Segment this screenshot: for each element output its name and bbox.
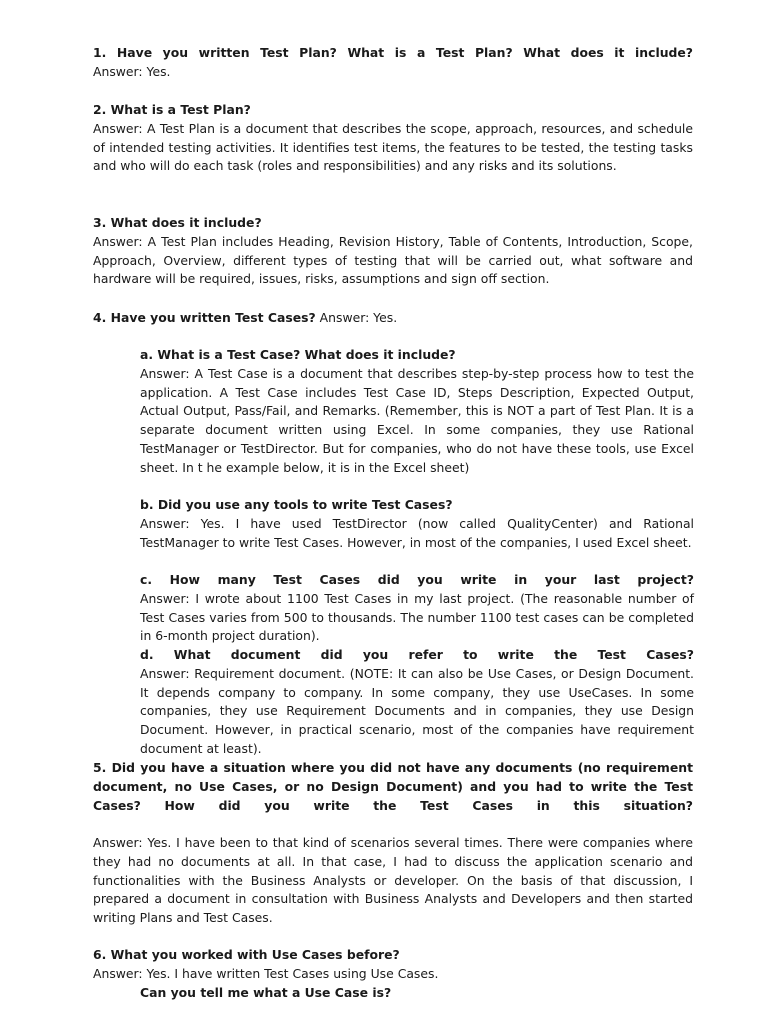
qa-block-4	[93, 309, 693, 328]
qa-block-6-followup	[140, 984, 694, 1003]
answer-2: Answer: A Test Plan is a document that describes the scope, approach, resources, and schedule of intended testing activities. It identifies test items, the features to be tested, the testing tasks and who will do each task (roles and responsibilities) and any risks and its solutions.	[93, 120, 693, 174]
qa-block-4d	[140, 646, 694, 759]
answer-block-5	[93, 834, 693, 928]
question-1: 1. Have you written Test Plan? What is a Test Plan? What does it include?	[93, 45, 693, 60]
qa-block-1	[93, 44, 693, 82]
answer-3: Answer: A Test Plan includes Heading, Revision History, Table of Contents, Introduction, Scope, Approach, Overview, different types of testing that will be carried out, what software and hardware will be required, issues, risks, assumptions and sign off section.	[93, 233, 693, 287]
answer-5: Answer: Yes. I have been to that kind of scenarios several times. There were companies where they had no documents at all. In that case, I had to discuss the application scenario and functionalities with the Business Analysts or developer. On the basis of that discussion, I prepared a document in consultation with Business Analysts and Developers and then started writing Plans and Test Cases.	[93, 835, 693, 926]
qa-block-4b	[140, 496, 694, 552]
qa-block-6	[93, 946, 693, 984]
question-5: 5. Did you have a situation where you did not have any documents (no requirement document, no Use Cases, or no Design Document) and you had to write the Test Cases? How did you write the Test Cases in this situation?	[93, 760, 693, 813]
qa-block-2	[93, 101, 693, 176]
qa-block-5	[93, 759, 693, 815]
answer-1: Answer: Yes.	[93, 63, 171, 79]
question-4a: a. What is a Test Case? What does it include?	[140, 347, 456, 362]
answer-4c: Answer: I wrote about 1100 Test Cases in my last project. (The reasonable number of Test Cases varies from 500 to thousands. The number 1100 test cases can be completed in 6-month project duration).	[140, 590, 694, 644]
answer-4b: Answer: Yes. I have used TestDirector (now called QualityCenter) and Rational TestManager to write Test Cases. However, in most of the companies, I used Excel sheet.	[140, 515, 694, 550]
question-3: 3. What does it include?	[93, 215, 262, 230]
qa-block-3	[93, 214, 693, 289]
question-2: 2. What is a Test Plan?	[93, 102, 251, 117]
answer-4a: Answer: A Test Case is a document that describes step-by-step process how to test the application. A Test Case includes Test Case ID, Steps Description, Expected Output, Actual Output, Pass/Fail, and Remarks. (Remember, this is NOT a part of Test Plan. It is a separate document written using Excel. In some companies, they use Rational TestManager or TestDirector. But for companies, who do not have these tools, use Excel sheet. In t he example below, it is in the Excel sheet)	[140, 365, 694, 475]
qa-block-4a	[140, 346, 694, 478]
question-4b: b. Did you use any tools to write Test Cases?	[140, 497, 453, 512]
question-4: 4. Have you written Test Cases?	[93, 310, 316, 325]
answer-4: Answer: Yes.	[319, 310, 398, 325]
qa-block-4c	[140, 571, 694, 646]
answer-4d: Answer: Requirement document. (NOTE: It can also be Use Cases, or Design Document. It depends company to company. In some company, they use UseCases. In some companies, they use Requirement Documents and in companies, they use Design Document. However, in practical scenario, most of the companies have requirement document at least).	[140, 665, 694, 756]
question-4c: c. How many Test Cases did you write in your last project?	[140, 572, 694, 587]
question-6: 6. What you worked with Use Cases before?	[93, 947, 400, 962]
question-4d: d. What document did you refer to write the Test Cases?	[140, 647, 694, 662]
question-6-followup: Can you tell me what a Use Case is?	[140, 985, 392, 1000]
answer-6: Answer: Yes. I have written Test Cases using Use Cases.	[93, 965, 439, 981]
